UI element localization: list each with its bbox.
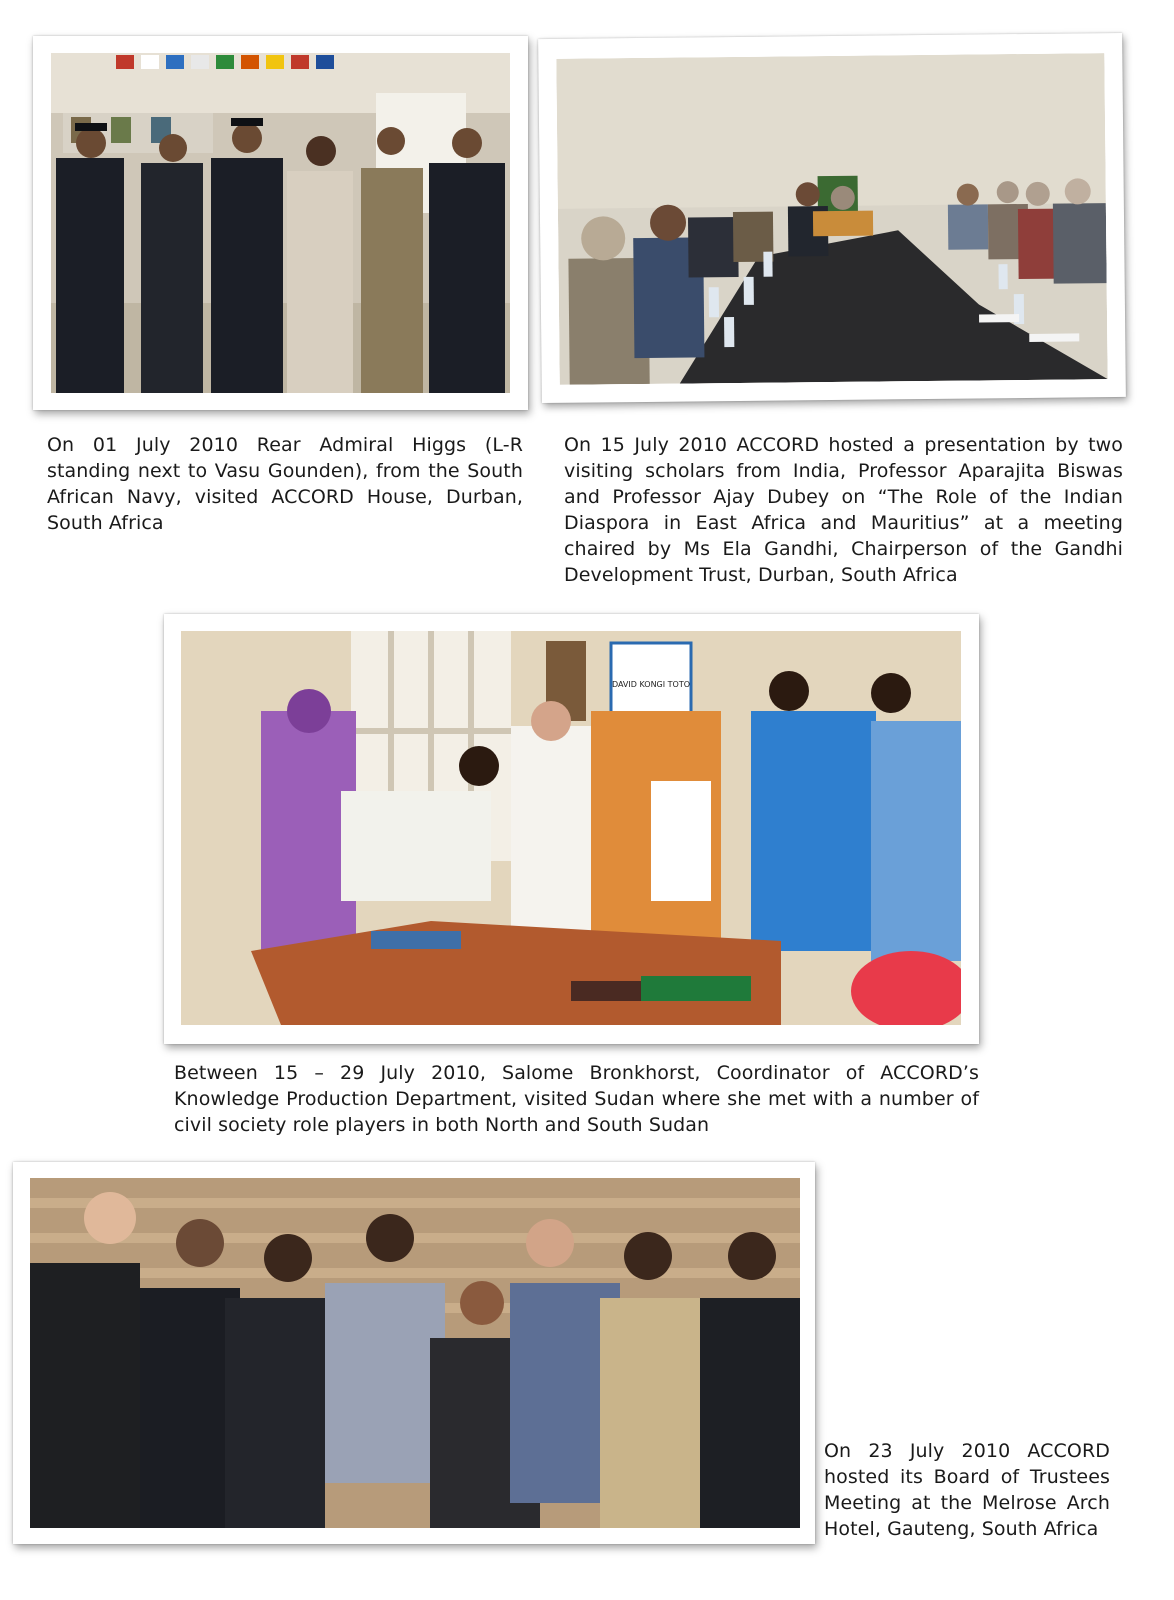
photo-frame-navy-visit	[33, 36, 528, 410]
caption-board-trustees: On 23 July 2010 ACCORD hosted its Board of Trustees Meeting at the Melrose Arch Hotel, Gauteng, South Africa	[824, 1440, 1110, 1540]
caption-sudan-visit: Between 15 – 29 July 2010, Salome Bronkhorst, Coordinator of ACCORD’s Knowledge Production Department, visited Sudan where she met with a number of civil society role players in both North and South Sudan	[174, 1062, 979, 1136]
photo-sudan-visit	[181, 631, 961, 1025]
photo-india-scholars	[556, 53, 1107, 385]
caption-india-scholars: On 15 July 2010 ACCORD hosted a presentation by two visiting scholars from India, Professor Aparajita Biswas and Professor Ajay Dubey on “The Role of the Indian Diaspora in East Africa and Mauritius” at a meeting chaired by Ms Ela Gandhi, Chairperson of the Gandhi Development Trust, Durban, South Africa	[564, 434, 1123, 586]
caption-navy-visit: On 01 July 2010 Rear Admiral Higgs (L-R standing next to Vasu Gounden), from the South African Navy, visited ACCORD House, Durban, South Africa	[47, 434, 523, 534]
photo-frame-sudan-visit	[164, 614, 979, 1044]
photo-frame-india-scholars	[538, 33, 1126, 403]
poster-text: DAVID KONGI TOTO	[611, 680, 691, 689]
photo-navy-visit	[51, 53, 510, 393]
photo-board-trustees	[30, 1178, 800, 1528]
photo-frame-board-trustees	[13, 1162, 815, 1544]
